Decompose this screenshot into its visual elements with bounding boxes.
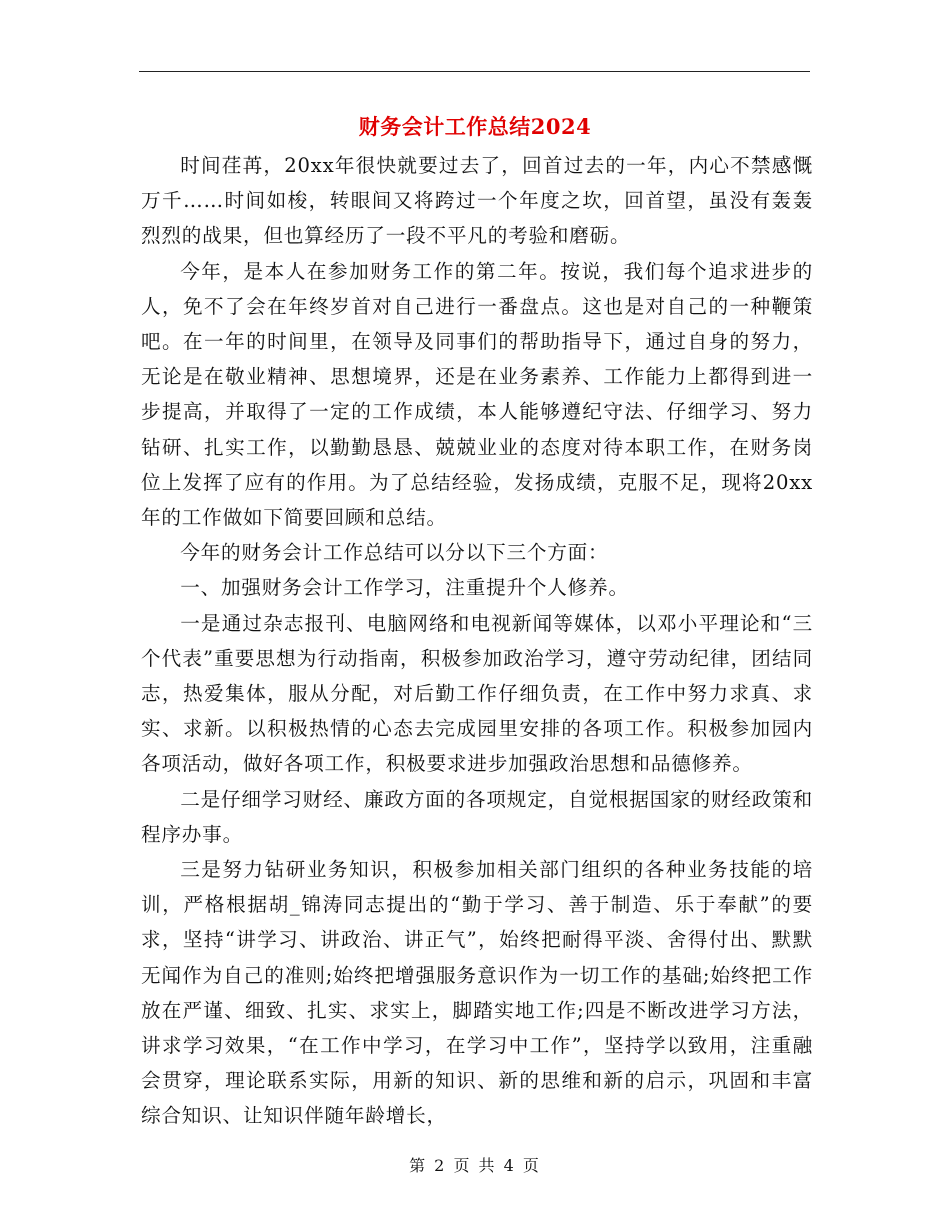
paragraph-item-3: 三是努力钻研业务知识，积极参加相关部门组织的各种业务技能的培训，严格根据胡_锦涛同志提出的“勤于学习、善于制造、乐于奉献”的要求，坚持“讲学习、讲政治、讲正气”，始终把耐得平淡、舍得付出、默默无闻作为自己的准则;始终把增强服务意识作为一切工作的基础;始终把工作放在严谨、细致、扎实、求实上，脚踏实地工作;四是不断改进学习方法，讲求学习效果，“在工作中学习，在学习中工作”，坚持学以致用，注重融会贯穿，理论联系实际，用新的知识、新的思维和新的启示，巩固和丰富综合知识、让知识伴随年龄增长，: [141, 858, 813, 1128]
document-title: 财务会计工作总结2024: [358, 114, 592, 139]
section-heading-1: 一、加强财务会计工作学习，注重提升个人修养。: [180, 576, 629, 600]
paragraph-item-2: 二是仔细学习财经、廉政方面的各项规定，自觉根据国家的财经政策和程序办事。: [141, 787, 813, 846]
document-body: [141, 148, 813, 1134]
header-rule: [139, 71, 810, 72]
paragraph-intro: 时间荏苒，20xx年很快就要过去了，回首过去的一年，内心不禁感慨万千……时间如梭，转眼间又将跨过一个年度之坎，回首望，虽没有轰轰烈烈的战果，但也算经历了一段不平凡的考验和磨砺。: [141, 154, 813, 248]
paragraph-aspects: 今年的财务会计工作总结可以分以下三个方面：: [180, 541, 609, 565]
page-number: 第 2 页 共 4 页: [409, 1156, 541, 1175]
paragraph-item-1: 一是通过杂志报刊、电脑网络和电视新闻等媒体，以邓小平理论和“三个代表”重要思想为行动指南，积极参加政治学习，遵守劳动纪律，团结同志，热爱集体，服从分配，对后勤工作仔细负责，在工作中努力求真、求实、求新。以积极热情的心态去完成园里安排的各项工作。积极参加园内各项活动，做好各项工作，积极要求进步加强政治思想和品德修养。: [141, 611, 813, 776]
paragraph-overview: 今年，是本人在参加财务工作的第二年。按说，我们每个追求进步的人，免不了会在年终岁首对自己进行一番盘点。这也是对自己的一种鞭策吧。在一年的时间里，在领导及同事们的帮助指导下，通过自身的努力，无论是在敬业精神、思想境界，还是在业务素养、工作能力上都得到进一步提高，并取得了一定的工作成绩，本人能够遵纪守法、仔细学习、努力钻研、扎实工作，以勤勤恳恳、兢兢业业的态度对待本职工作，在财务岗位上发挥了应有的作用。为了总结经验，发扬成绩，克服不足，现将20xx年的工作做如下简要回顾和总结。: [141, 259, 813, 530]
